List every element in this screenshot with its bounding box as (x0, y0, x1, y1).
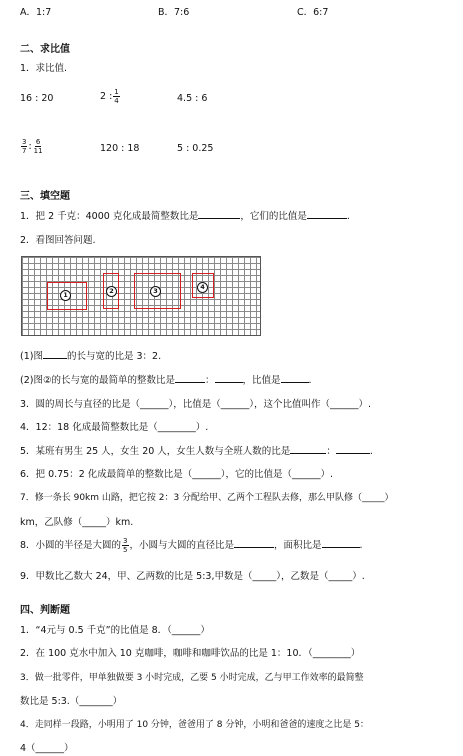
label-circle-2: 2 (106, 286, 117, 297)
question-text: 4（______） (20, 743, 74, 754)
answer-blank (336, 453, 370, 454)
question-text: 6．把 0.75：2 化成最简单的整数比是（______），它的比值是（______）. (20, 469, 334, 480)
ratio-expression: 120 : 18 (100, 143, 140, 154)
option-b: B．7:6 (158, 7, 190, 18)
question-part: ，比值是 (242, 375, 281, 386)
question-text: 3．圆的周长与直径的比是（______），比值是（______），这个比值叫作（______）. (20, 399, 372, 410)
ratio-expression (20, 138, 45, 155)
question-part: 8．小圆的半径是大圆的 (20, 540, 122, 551)
answer-blank (43, 358, 67, 359)
question-text: 5．某班有男生 25 人，女生 20 人，女生人数与全班人数的比是 ： . (20, 446, 373, 457)
question-text: 4．12：18 化成最简整数比是（________）. (20, 422, 209, 433)
ratio-colon: : (28, 141, 32, 152)
answer-blank (307, 218, 347, 219)
expr-prefix: 2 : (100, 91, 113, 102)
fraction (33, 138, 44, 155)
question-text: 2．在 100 克水中加入 10 克咖啡，咖啡和咖啡饮品的比是 1：10．（________） (20, 648, 361, 659)
question-part: ，它们的比值是 (240, 211, 307, 222)
question-part: (1)图 (20, 351, 43, 362)
question-text: 7．修一条长 90km 山路，把它按 2：3 分配给甲、乙两个工程队去修，那么甲队修（_____） (20, 493, 394, 503)
fraction (113, 88, 119, 105)
question-part: ，面积比是 (274, 540, 322, 551)
answer-blank (322, 547, 360, 548)
ratio-expression: 16 : 20 (20, 93, 54, 104)
question-part: 的长与宽的比是 3：2. (66, 351, 162, 362)
fraction-numerator: 1 (114, 88, 119, 96)
question-part: ： (204, 375, 215, 386)
label-circle-3: 3 (150, 286, 161, 297)
ratio-expression: 4.5 : 6 (177, 93, 208, 104)
section-title-ratio-value: 二、求比值 (20, 44, 70, 55)
question-text: 8．小圆的半径是大圆的 $\frac{3}{5}$ ，小圆与大圆的直径比是 ，面积比是 . (20, 537, 363, 554)
fraction-denominator: 7 (22, 147, 27, 155)
question-text: 1．求比值. (20, 63, 68, 74)
question-text: 数比是 5:3.（_______） (20, 696, 123, 707)
section-title-true-false: 四、判断题 (20, 605, 70, 616)
question-part: 1．把 2 千克：4000 克化成最简整数比是 (20, 211, 199, 222)
question-text: (2)图②的长与宽的最简单的整数比是 ： ，比值是 . (20, 375, 312, 386)
question-text: 1．“4元与 0.5 千克”的比值是 8．（______） (20, 625, 210, 636)
option-c: C．6:7 (297, 7, 329, 18)
ratio-expression: 5 : 0.25 (177, 143, 214, 154)
fraction-denominator: 11 (33, 147, 43, 155)
fraction-denominator: 5 (123, 546, 128, 554)
question-text: 4．走同样一段路，小明用了 10 分钟，爸爸用了 8 分钟，小明和爸爸的速度之比是 5： (20, 720, 369, 730)
answer-blank (234, 547, 274, 548)
answer-blank (175, 382, 205, 383)
answer-blank (281, 382, 309, 383)
question-part: ，小圆与大圆的直径比是 (129, 540, 235, 551)
question-text: 2．看图回答问题. (20, 235, 96, 246)
answer-blank (215, 382, 243, 383)
label-circle-4: 4 (197, 282, 208, 293)
section-title-fill-blank: 三、填空题 (20, 191, 70, 202)
question-text: 9．甲数比乙数大 24，甲、乙两数的比是 5:3,甲数是（_____），乙数是（_____）. (20, 571, 365, 582)
fraction (122, 537, 128, 554)
fraction-numerator: 3 (123, 537, 128, 545)
question-text: 3．做一批零件，甲单独做要 3 小时完成，乙要 5 小时完成，乙与甲工作效率的最简整 (20, 673, 364, 683)
question-text (20, 348, 161, 362)
question-part: (2)图②的长与宽的最简单的整数比是 (20, 375, 175, 386)
question-part: 5．某班有男生 25 人，女生 20 人，女生人数与全班人数的比是 (20, 446, 291, 457)
question-part: ： (326, 446, 336, 457)
option-a: A．1:7 (20, 7, 52, 18)
question-text: 1．把 2 千克：4000 克化成最简整数比是 ，它们的比值是 . (20, 211, 350, 222)
fraction-numerator: 3 (22, 138, 27, 146)
grid-figure (21, 256, 261, 336)
fraction-numerator: 6 (35, 138, 41, 146)
answer-blank (198, 218, 240, 219)
label-circle-1: 1 (60, 290, 71, 301)
answer-blank (290, 453, 326, 454)
ratio-expression (100, 88, 121, 105)
fraction (21, 138, 27, 155)
question-text: km，乙队修（_____）km. (20, 517, 134, 528)
fraction-denominator: 4 (114, 97, 119, 105)
